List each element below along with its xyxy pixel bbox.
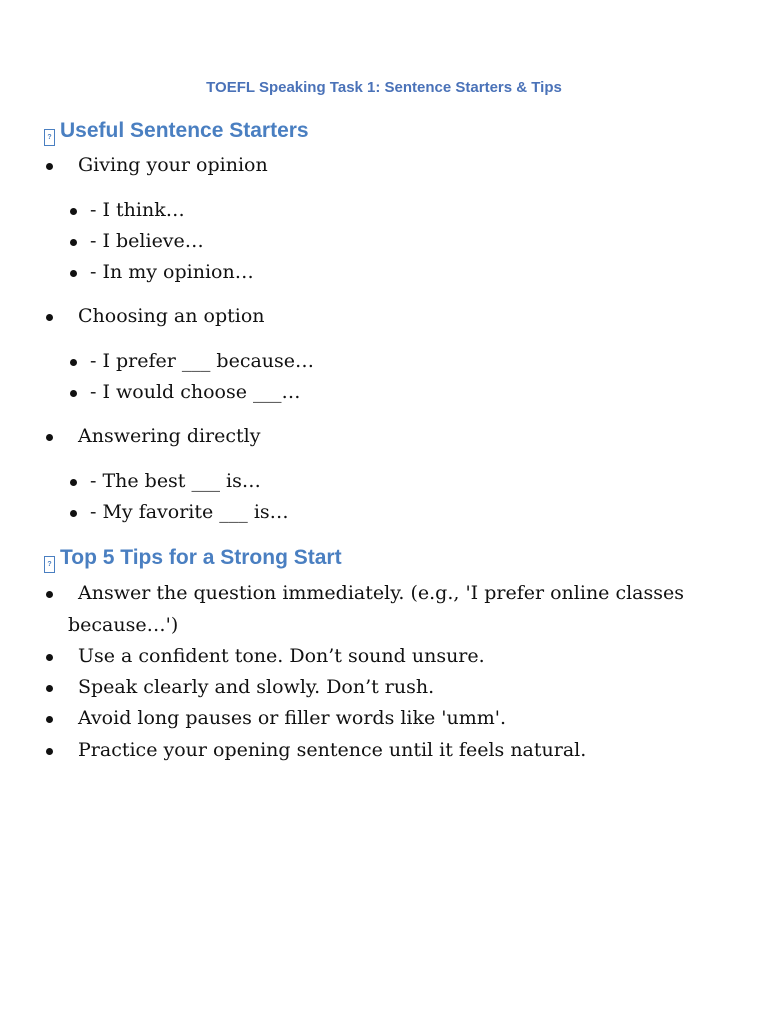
list-item [78, 425, 260, 447]
bullet-icon [70, 359, 77, 366]
bullet-icon [70, 208, 77, 215]
starter-text: - The best ___ is… [90, 470, 261, 492]
bullet-icon [46, 716, 53, 723]
starter-text: - I think… [90, 199, 185, 221]
list-item [90, 470, 261, 492]
list-item [78, 305, 265, 327]
starter-text: - I would choose ___… [90, 381, 301, 403]
starter-text: - In my opinion… [90, 261, 254, 283]
list-item [90, 261, 254, 283]
heading-text: Top 5 Tips for a Strong Start [60, 546, 342, 569]
tip-text: Practice your opening sentence until it feels natural. [78, 739, 587, 761]
bullet-icon [46, 685, 53, 692]
missing-glyph-icon: ? [44, 556, 55, 573]
section-heading-tips [44, 546, 342, 573]
list-item [90, 381, 301, 403]
heading-text: Useful Sentence Starters [60, 119, 309, 142]
bullet-icon [70, 270, 77, 277]
document-title: TOEFL Speaking Task 1: Sentence Starters & Tips [206, 79, 562, 96]
group-label: Choosing an option [78, 305, 265, 327]
group-label: Answering directly [78, 425, 261, 447]
tip-item [78, 707, 506, 729]
tip-text: Speak clearly and slowly. Don’t rush. [78, 676, 435, 698]
tip-item [78, 582, 684, 604]
group-label: Giving your opinion [78, 154, 268, 176]
tip-item [78, 739, 586, 761]
starter-text: - My favorite ___ is… [90, 501, 289, 523]
tip-continuation: because…') [68, 614, 179, 636]
tip-text: Avoid long pauses or filler words like 'umm'. [78, 707, 507, 729]
starter-text: - I prefer ___ because… [90, 350, 315, 372]
bullet-icon [46, 748, 53, 755]
bullet-icon [70, 510, 77, 517]
tip-item [78, 645, 485, 667]
tip-item [78, 676, 434, 698]
bullet-icon [46, 591, 53, 598]
bullet-icon [70, 479, 77, 486]
list-item [90, 230, 204, 252]
bullet-icon [46, 434, 53, 441]
list-item [90, 199, 185, 221]
bullet-icon [70, 390, 77, 397]
bullet-icon [46, 654, 53, 661]
bullet-icon [46, 163, 53, 170]
bullet-icon [46, 314, 53, 321]
list-item [90, 501, 289, 523]
bullet-icon [70, 239, 77, 246]
section-heading-sentence-starters [44, 119, 309, 146]
list-item [90, 350, 314, 372]
tip-text: Answer the question immediately. (e.g., 'I prefer online classes [78, 582, 685, 604]
tip-text: Use a confident tone. Don’t sound unsure. [78, 645, 485, 667]
starter-text: - I believe… [90, 230, 204, 252]
missing-glyph-icon: ? [44, 129, 55, 146]
list-item [78, 154, 268, 176]
